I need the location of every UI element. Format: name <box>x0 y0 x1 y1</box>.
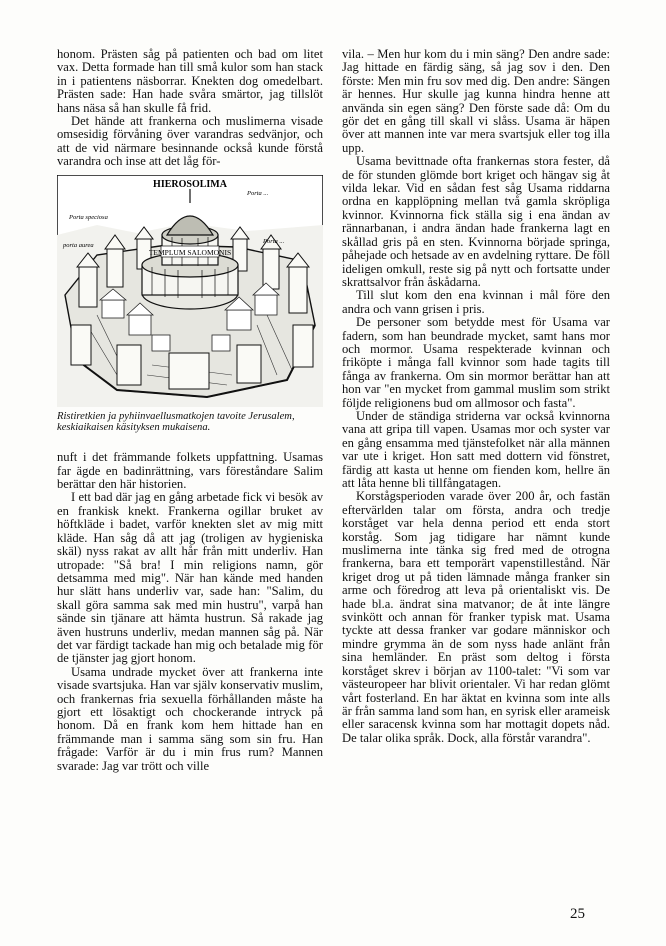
label-temple: TEMPLUM SALOMONIS <box>148 247 232 257</box>
figure-jerusalem <box>57 175 323 435</box>
paragraph: Usama undrade mycket över att frankerna inte visade svartsjuka. Han var själv konservativ muslim, och frankernas fria sexuella förhållanden måste ha gjort ett lösaktigt och chockerande intryck på honom. Då en frank kom hem hittade han en främmande man i samma säng som sin fru. Han frågade: Varför är du i min frus rum? Mannen svarade: Jag var trött och ville <box>57 664 323 773</box>
label-gate-right-1: Porta ... <box>247 189 269 197</box>
figure-caption: Ristiretkien ja pyhiinvaellusmatkojen tavoite Jerusalem, keskiaikaisen käsityksen mukaisena. <box>57 410 295 434</box>
label-title: HIEROSOLIMA <box>153 178 227 190</box>
paragraph: honom. Prästen såg på patienten och bad om litet vax. Detta formade han till små kulor som han stack in i patientens näsborrar. Knekten dog omedelbart. Prästen sade: Han hade svåra smärtor, jag tillslöt hans näsa så han skulle få frid. <box>57 47 323 115</box>
label-gate-left-2: porta aurea <box>63 241 94 249</box>
left-column <box>57 48 323 773</box>
paragraph: vila. – Men hur kom du i min säng? Den andre sade: Jag hittade en färdig säng, så jag sov i den. Den förste: Men min fru sov med dig. Den andre: Sängen är hennes. Hur skulle jag kunna hindra henne att använda sin egen säng? Den förste sade då: Om du gör det en gång till skall vi slåss. Usama är häpen över att mannen inte var mera svartsjuk eller tog illa upp. <box>342 47 610 155</box>
jerusalem-woodcut-illustration <box>57 175 323 407</box>
paragraph: nuft i det främmande folkets uppfattning. Usamas far ägde en badinrättning, vars föreståndare Salim berättar den här historien. <box>57 450 323 492</box>
page-number: 25 <box>570 906 585 922</box>
label-gate-right-2: Porta ... <box>263 237 285 245</box>
paragraph: Till slut kom den ena kvinnan i mål före den andra och vann grisen i pris. <box>342 288 610 316</box>
paragraph: I ett bad där jag en gång arbetade fick vi besök av en frankisk knekt. Frankerna ogillar bruket av höftkläde i badet, varför knekten slet av mig mitt kläde. Han såg då att jag (troligen av hygieniska skäl) nyss rakat av allt hår från mitt underliv. Han utropade: "Så bra! I min religions namn, gör detsamma med mig". När han kände med handen hur slätt hans underliv var, sade han: "Salim, du skall göra samma sak med min hustru", varpå han sände sin tjänare att hämta hustrun. Så rakade jag även hustruns underliv, medan mannen såg på. När det var färdigt tackade han mig och betalade mig för de tjänster jag gjort honom. <box>57 490 323 666</box>
right-column <box>342 48 610 745</box>
paragraph: Det hände att frankerna och muslimerna visade omsesidig förvåning över varandras sedvänjor, och att de vid närmare besinnande också kunde förstå varandra och inse att det låg för- <box>57 114 323 169</box>
paragraph: Korstågsperioden varade över 200 år, och fastän eftervärlden talar om första, andra och tredje korståget var hela denna period ett enda stort korståg. Som jag tidigare har nämnt kunde muslimerna inte tänka sig fred med de otrogna frankerna, bara ett temporärt vapenstillestånd. När kriget drog ut på tiden lämnade många franker sin arme och föredrog att leva på orientaliskt vis. De hade bl.a. ändrat sina matvanor; de åt inte längre svinkött och annan för franker typisk mat. Usama tyckte att dessa franker var godare människor och mindre grymma än de som nyss hade anlänt från sina hemländer. En präst som deltog i första korståget skrev i början av 1100-talet: "Vi som var västeuropeer har blivit orientaler. Vi har redan glömt vårt fosterland. En har äktat en kvinna som inte alls är från samma land som han, en syrisk eller arameisk eller saracensk kvinna som har mottagit dopets nåd. De talar olika språk. Dock, alla förstår varandra". <box>342 489 610 745</box>
label-gate-left-1: Porta speciosa <box>69 213 108 221</box>
paragraph: Usama bevittnade ofta frankernas stora fester, då de för stunden glömde bort kriget och hängav sig åt vilda lekar. Vid en sådan fest såg Usama riddarna ordna en kapplöpning mellan två gamla skröpliga kvinnor. Kvinnorna fick ställa sig i ena ändan av rännarbanan, i andra ändan hade frankerna lagt en skållad gris på en sten. Kvinnorna började springa, påhejade och hetsade av en avdelning ryttare. De föll ideligen omkull, reste sig på nytt och fortsatte under skrattsalvor från åskådarna. <box>342 154 610 289</box>
paragraph: Under de ständiga striderna var också kvinnorna vana att gripa till vapen. Usamas mor och syster var en gång ensamma med tjänstefolket när alla männen var ute i kriget. Hon satt med dottern vid fönstret, färdig att kasta ut henne om fienden kom, hellre än att låta henne bli tillfångatagen. <box>342 408 610 490</box>
paragraph: De personer som betydde mest för Usama var fadern, som han beundrade mycket, samt hans mor och mormor. Usama respekterade kvinnan och friköpte i många fall kvinnor som hade tagits till fånga av frankerna. Om sin mormor berättar han att hon var "en mycket from gammal muslim som strikt följde religionens bud om allmosor och fasta". <box>342 315 610 410</box>
